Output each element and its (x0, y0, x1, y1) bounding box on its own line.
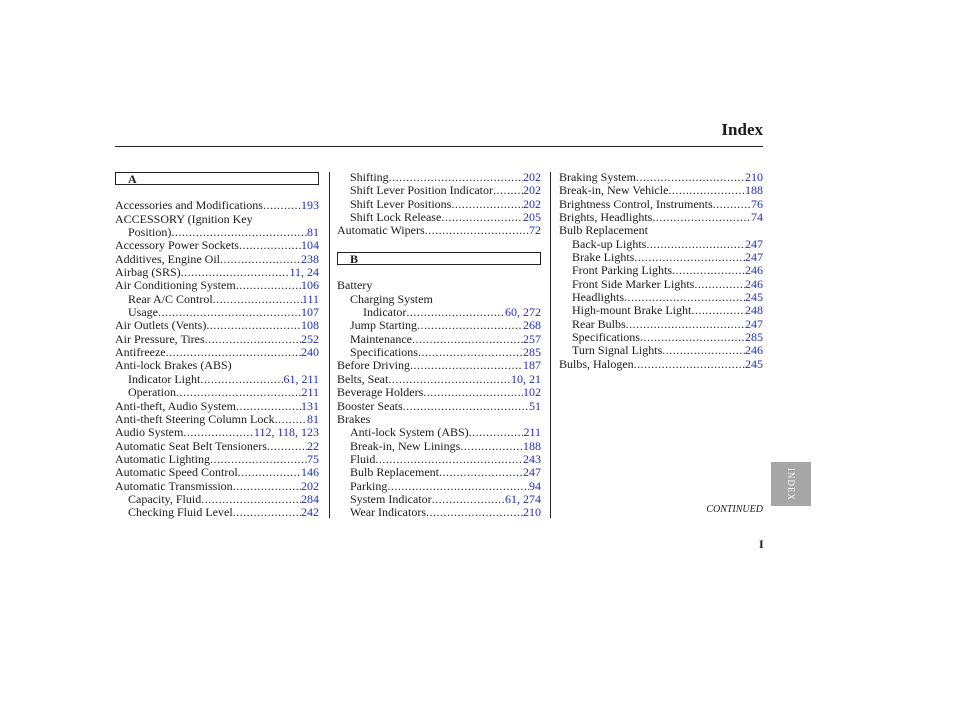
entry-label: Automatic Wipers (337, 223, 425, 238)
index-entry (337, 386, 541, 399)
index-entry (115, 373, 319, 386)
dot-leader (158, 306, 301, 319)
page-reference-link[interactable]: 257 (523, 331, 541, 346)
page-reference-link[interactable]: 60, 272 (505, 305, 541, 320)
dot-leader (206, 319, 301, 332)
entry-label: Specifications (350, 345, 418, 360)
column-divider (329, 172, 330, 518)
index-entry (337, 480, 541, 493)
page-reference-link[interactable]: 202 (301, 478, 319, 493)
page-reference-link[interactable]: 243 (523, 451, 541, 466)
entry-label: Automatic Transmission (115, 478, 233, 493)
dot-leader (388, 373, 511, 386)
entry-label: Air Conditioning System (115, 278, 236, 293)
index-entry (115, 413, 319, 426)
entry-label: Usage (128, 305, 158, 320)
page-reference-link[interactable]: 247 (745, 250, 763, 265)
index-entry (115, 266, 319, 279)
entry-label: Antifreeze (115, 345, 166, 360)
index-entry (115, 426, 319, 439)
dot-leader (634, 251, 745, 264)
dot-leader (387, 480, 529, 493)
page-reference-link[interactable]: 210 (523, 505, 541, 520)
entry-label: Operation (128, 385, 176, 400)
page-reference-link[interactable]: 61, 274 (505, 491, 541, 506)
dot-leader (668, 184, 745, 197)
entry-label: Front Parking Lights (572, 263, 673, 278)
index-entry (559, 318, 763, 331)
page-reference-link[interactable]: 202 (523, 196, 541, 211)
index-entry (337, 400, 541, 413)
entry-label: Accessories and Modifications (115, 198, 263, 213)
entry-label: Accessory Power Sockets (115, 238, 239, 253)
page-reference-link[interactable]: 106 (301, 278, 319, 293)
entry-label: Bulb Replacement (350, 465, 439, 480)
index-entry (115, 239, 319, 252)
entry-label: Turn Signal Lights (572, 343, 663, 358)
index-entry (337, 306, 541, 319)
page-reference-link[interactable]: 246 (745, 343, 763, 358)
section-letter-heading: A (115, 172, 319, 185)
index-entry (115, 493, 319, 506)
dot-leader (176, 386, 301, 399)
page-reference-link[interactable]: 187 (523, 358, 541, 373)
index-entry (559, 238, 763, 251)
index-entry (337, 211, 541, 224)
spacer (337, 266, 541, 279)
index-entry (115, 466, 319, 479)
dot-leader (239, 239, 301, 252)
entry-label: Brake Lights (572, 250, 635, 265)
entry-label: System Indicator (350, 491, 432, 506)
page-title: Index (721, 120, 763, 139)
dot-leader (233, 506, 301, 519)
page-reference-link[interactable]: 81 (307, 225, 319, 240)
entry-label: Back-up Lights (572, 236, 647, 251)
page-reference-link[interactable]: 188 (523, 438, 541, 453)
entry-label: Position) (128, 225, 172, 240)
index-entry (337, 279, 541, 292)
page-reference-link[interactable]: 247 (745, 316, 763, 331)
index-entry (115, 480, 319, 493)
index-entry (115, 213, 319, 226)
dot-leader (460, 440, 523, 453)
page-reference-link[interactable]: 51 (529, 398, 541, 413)
dot-leader (493, 184, 523, 197)
dot-leader (441, 211, 523, 224)
entry-label: Shift Lock Release (350, 210, 442, 225)
index-entry (337, 224, 541, 237)
index-entry (337, 171, 541, 184)
dot-leader (634, 358, 745, 371)
page-reference-link[interactable]: 246 (745, 263, 763, 278)
index-entry (115, 359, 319, 372)
entry-label: Brights, Headlights (559, 210, 653, 225)
index-entry (559, 211, 763, 224)
index-entry (115, 319, 319, 332)
page-reference-link[interactable]: 112, 118, 123 (253, 425, 319, 440)
page-reference-link[interactable]: 246 (745, 276, 763, 291)
index-side-tab[interactable] (771, 462, 811, 506)
page-reference-link[interactable]: 74 (751, 210, 763, 225)
entry-label: Indicator Light (128, 371, 201, 386)
dot-leader (200, 373, 283, 386)
entry-label: Headlights (572, 290, 624, 305)
index-entry (559, 278, 763, 291)
index-entry (115, 226, 319, 239)
dot-leader (263, 199, 301, 212)
entry-label: Anti-lock Brakes (ABS) (115, 358, 232, 373)
index-entry (337, 506, 541, 519)
index-entry (337, 440, 541, 453)
entry-label: Automatic Seat Belt Tensioners (115, 438, 267, 453)
page-reference-link[interactable]: 211 (301, 385, 319, 400)
index-entry (115, 386, 319, 399)
dot-leader (451, 198, 523, 211)
entry-label: Specifications (572, 330, 640, 345)
dot-leader (233, 480, 301, 493)
dot-leader (713, 198, 751, 211)
entry-label: Beverage Holders (337, 385, 424, 400)
entry-label: Anti-lock System (ABS) (350, 425, 469, 440)
dot-leader (640, 331, 745, 344)
dot-leader (423, 386, 523, 399)
continued-note: CONTINUED (706, 504, 763, 515)
entry-label: Belts, Seat (337, 371, 389, 386)
dot-leader (425, 224, 529, 237)
page-reference-link[interactable]: 188 (745, 183, 763, 198)
dot-leader (439, 466, 523, 479)
entry-label: Bulbs, Halogen (559, 356, 634, 371)
index-entry (337, 453, 541, 466)
page-reference-link[interactable]: 108 (301, 318, 319, 333)
dot-leader (201, 493, 301, 506)
dot-leader (406, 306, 505, 319)
page-reference-link[interactable]: 211 (523, 425, 541, 440)
dot-leader (236, 400, 301, 413)
page-reference-link[interactable]: 202 (523, 170, 541, 184)
index-entry (337, 373, 541, 386)
spacer (337, 238, 541, 251)
entry-label: High-mount Brake Light (572, 303, 692, 318)
index-entry (337, 293, 541, 306)
dot-leader (375, 453, 523, 466)
dot-leader (403, 400, 529, 413)
entry-label: Bulb Replacement (559, 223, 648, 238)
dot-leader (672, 264, 745, 277)
page-reference-link[interactable]: 245 (745, 290, 763, 305)
entry-label: Air Outlets (Vents) (115, 318, 207, 333)
dot-leader (694, 278, 745, 291)
entry-label: Rear A/C Control (128, 291, 213, 306)
dot-leader (432, 493, 505, 506)
entry-label: Battery (337, 278, 373, 293)
page-reference-link[interactable]: 10, 21 (511, 371, 541, 386)
index-entry (115, 400, 319, 413)
index-entry (337, 466, 541, 479)
page-reference-link[interactable]: 193 (301, 198, 319, 213)
entry-label: Fluid (350, 451, 376, 466)
entry-label: Capacity, Fluid (128, 491, 202, 506)
index-entry (337, 319, 541, 332)
entry-label: Anti-theft Steering Column Lock (115, 411, 275, 426)
page-reference-link[interactable]: 248 (745, 303, 763, 318)
index-entry (115, 453, 319, 466)
page-reference-link[interactable]: 202 (523, 183, 541, 198)
dot-leader (662, 344, 745, 357)
page-reference-link[interactable]: 284 (301, 491, 319, 506)
entry-label: Parking (350, 478, 388, 493)
index-entry (559, 224, 763, 237)
page-reference-link[interactable]: 102 (523, 385, 541, 400)
page-reference-link[interactable]: 81 (307, 411, 319, 426)
dot-leader (410, 359, 523, 372)
entry-label: Break-in, New Linings (350, 438, 461, 453)
index-entry (115, 253, 319, 266)
index-entry (559, 251, 763, 264)
index-entry (337, 333, 541, 346)
page-reference-link[interactable]: 104 (301, 238, 319, 253)
dot-leader (418, 346, 523, 359)
index-entry (559, 198, 763, 211)
index-entry (559, 358, 763, 371)
entry-label: Wear Indicators (350, 505, 426, 520)
index-entry (337, 346, 541, 359)
dot-leader (275, 413, 307, 426)
dot-leader (652, 211, 751, 224)
dot-leader (646, 238, 745, 251)
entry-label: Braking System (559, 170, 636, 184)
entry-label: Charging System (350, 291, 433, 306)
entry-label: ACCESSORY (Ignition Key (115, 211, 253, 226)
entry-label: Maintenance (350, 331, 412, 346)
index-entry (115, 346, 319, 359)
entry-label: Break-in, New Vehicle (559, 183, 669, 198)
index-entry (115, 279, 319, 292)
entry-label: Before Driving (337, 358, 410, 373)
dot-leader (238, 466, 301, 479)
dot-leader (426, 506, 523, 519)
title-rule (115, 146, 763, 147)
entry-label: Shift Lever Positions (350, 196, 452, 211)
entry-label: Air Pressure, Tires (115, 331, 205, 346)
page-reference-link[interactable]: 285 (523, 345, 541, 360)
page-reference-link[interactable]: 238 (301, 251, 319, 266)
dot-leader (624, 291, 745, 304)
index-entry (559, 171, 763, 184)
index-column-1 (115, 171, 319, 520)
page-reference-link[interactable]: 205 (523, 210, 541, 225)
entry-label: Checking Fluid Level (128, 505, 233, 520)
dot-leader (210, 453, 307, 466)
page-reference-link[interactable]: 11, 24 (289, 265, 319, 280)
dot-leader (236, 279, 301, 292)
index-entry (337, 493, 541, 506)
index-entry (115, 333, 319, 346)
dot-leader (205, 333, 301, 346)
entry-label: Anti-theft, Audio System (115, 398, 236, 413)
entry-label: Shift Lever Position Indicator (350, 183, 493, 198)
index-side-tab-label: INDEX (786, 467, 796, 501)
page-reference-link[interactable]: 75 (307, 451, 319, 466)
dot-leader (181, 266, 290, 279)
page-reference-link[interactable]: 245 (745, 356, 763, 371)
entry-label: Brightness Control, Instruments (559, 196, 713, 211)
index-entry (337, 184, 541, 197)
page-reference-link[interactable]: 111 (301, 291, 319, 306)
dot-leader (389, 171, 523, 184)
page-reference-link[interactable]: 131 (301, 398, 319, 413)
dot-leader (469, 426, 524, 439)
entry-label: Front Side Marker Lights (572, 276, 695, 291)
page-reference-link[interactable]: 247 (523, 465, 541, 480)
page-reference-link[interactable]: 107 (301, 305, 319, 320)
entry-label: Rear Bulbs (572, 316, 626, 331)
index-entry (337, 413, 541, 426)
index-entry (115, 306, 319, 319)
page-reference-link[interactable]: 76 (751, 196, 763, 211)
dot-leader (213, 293, 302, 306)
page-reference-link[interactable]: 210 (745, 170, 763, 184)
page-reference-link[interactable]: 268 (523, 318, 541, 333)
entry-label: Jump Starting (350, 318, 418, 333)
dot-leader (412, 333, 523, 346)
index-entry (337, 198, 541, 211)
dot-leader (267, 440, 307, 453)
page-reference-link[interactable]: 22 (307, 438, 319, 453)
dot-leader (691, 304, 745, 317)
entry-label: Booster Seats (337, 398, 403, 413)
page-reference-link[interactable]: 72 (529, 223, 541, 238)
index-entry (559, 344, 763, 357)
page-reference-link[interactable]: 247 (745, 236, 763, 251)
page-reference-link[interactable]: 240 (301, 345, 319, 360)
index-entry (115, 199, 319, 212)
entry-label: Indicator (363, 305, 407, 320)
dot-leader (166, 346, 301, 359)
entry-label: Additives, Engine Oil (115, 251, 220, 266)
dot-leader (417, 319, 523, 332)
index-entry (115, 440, 319, 453)
dot-leader (220, 253, 301, 266)
page-reference-link[interactable]: 285 (745, 330, 763, 345)
index-entry (337, 426, 541, 439)
entry-label: Automatic Speed Control (115, 465, 238, 480)
page-reference-link[interactable]: 242 (301, 505, 319, 520)
index-entry (337, 359, 541, 372)
page-reference-link[interactable]: 146 (301, 465, 319, 480)
index-column-2 (337, 171, 541, 520)
index-entry (559, 184, 763, 197)
index-entry (115, 506, 319, 519)
page-number: I (759, 537, 764, 551)
entry-label: Audio System (115, 425, 184, 440)
index-entry (559, 264, 763, 277)
index-entry (559, 291, 763, 304)
dot-leader (183, 426, 254, 439)
page-reference-link[interactable]: 252 (301, 331, 319, 346)
entry-label: Shifting (350, 170, 389, 184)
column-divider (550, 172, 551, 518)
page-reference-link[interactable]: 61, 211 (283, 371, 319, 386)
spacer (115, 186, 319, 199)
index-column-3 (559, 171, 763, 371)
index-entry (559, 304, 763, 317)
entry-label: Automatic Lighting (115, 451, 210, 466)
index-entry (559, 331, 763, 344)
dot-leader (171, 226, 307, 239)
dot-leader (636, 171, 745, 184)
page-reference-link[interactable]: 94 (529, 478, 541, 493)
entry-label: Brakes (337, 411, 371, 426)
section-letter-heading: B (337, 252, 541, 265)
index-entry (115, 293, 319, 306)
entry-label: Airbag (SRS) (115, 265, 181, 280)
dot-leader (626, 318, 745, 331)
